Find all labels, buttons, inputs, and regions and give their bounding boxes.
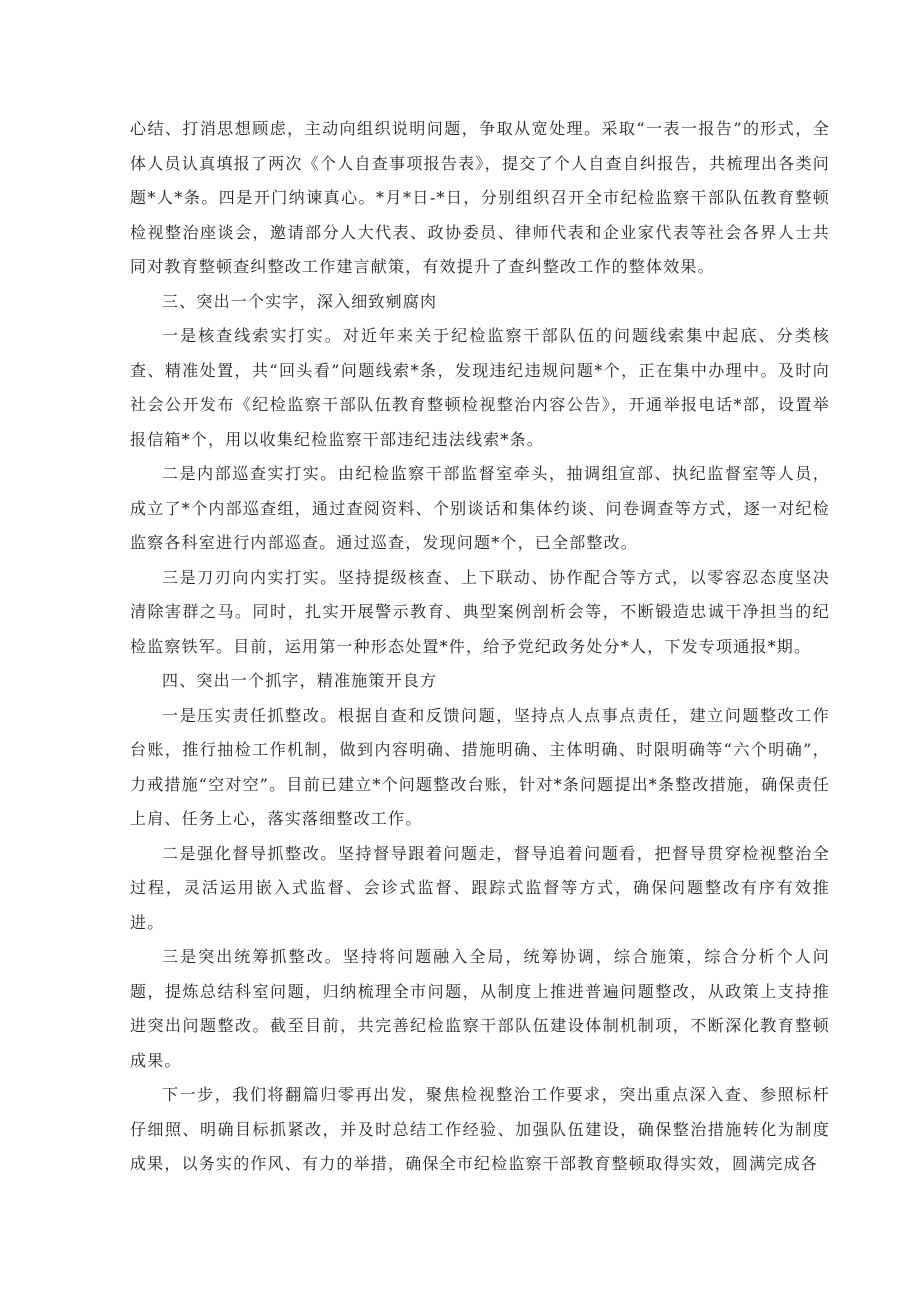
paragraph: 一是核查线索实打实。对近年来关于纪检监察干部队伍的问题线索集中起底、分类核查、精准处置，共“回头看”问题线索*条，发现违纪违规问题*个，正在集中办理中。及时向社会公开发布《纪检监察干部队伍教育整顿检视整治内容公告》，开通举报电话*部，设置举报信箱*个，用以收集纪检监察干部违纪违法线索*条。 (130, 326, 830, 449)
section-heading-four: 四、突出一个抓字，精准施策开良方 (162, 671, 438, 690)
document-body (130, 112, 830, 1182)
paragraph: 三是刀刃向内实打实。坚持提级核查、上下联动、协作配合等方式，以零容忍态度坚决清除害群之马。同时，扎实开展警示教育、典型案例剖析会等，不断锻造忠诚干净担当的纪检监察铁军。目前，运用第一种形态处置*件，给予党纪政务处分*人，下发专项通报*期。 (130, 567, 830, 656)
paragraph: 三是突出统筹抓整改。坚持将问题融入全局，统筹协调，综合施策，综合分析个人问题，提炼总结科室问题，归纳梳理全市问题，从制度上推进普遍问题整改，从政策上支持推进突出问题整改。截至目前，共完善纪检监察干部队伍建设体制机制项，不断深化教育整顿成果。 (130, 947, 830, 1070)
paragraph-next-steps: 下一步，我们将翻篇归零再出发，聚焦检视整治工作要求，突出重点深入查、参照标杆仔细照、明确目标抓紧改，并及时总结工作经验、加强队伍建设，确保整治措施转化为制度成果，以务实的作风、有力的举措，确保全市纪检监察干部教育整顿取得实效，圆满完成各 (130, 1085, 830, 1173)
paragraph: 二是强化督导抓整改。坚持督导跟着问题走，督导追着问题看，把督导贯穿检视整治全过程，灵活运用嵌入式监督、会诊式监督、跟踪式监督等方式，确保问题整改有序有效推进。 (130, 843, 830, 932)
paragraph: 一是压实责任抓整改。根据自查和反馈问题，坚持点人点事点责任，建立问题整改工作台账，推行抽检工作机制，做到内容明确、措施明确、主体明确、时限明确等“六个明确”，力戒措施“空对空”。目前已建立*个问题整改台账，针对*条问题提出*条整改措施，确保责任上肩、任务上心，落实落细整改工作。 (130, 705, 830, 828)
paragraph: 二是内部巡查实打实。由纪检监察干部监督室牵头，抽调组宣部、执纪监督室等人员，成立了*个内部巡查组，通过查阅资料、个别谈话和集体约谈、问卷调查等方式，逐一对纪检监察各科室进行内部巡查。通过巡查，发现问题*个，已全部整改。 (130, 464, 830, 552)
section-heading-three: 三、突出一个实字，深入细致剜腐肉 (162, 291, 438, 311)
paragraph-continuation: 心结、打消思想顾虑，主动向组织说明问题，争取从宽处理。采取“一表一报告”的形式，全体人员认真填报了两次《个人自查事项报告表》，提交了个人自查自纠报告，共梳理出各类问题*人*条。四是开门纳谏真心。*月*日-*日，分别组织召开全市纪检监察干部队伍教育整顿检视整治座谈会，邀请部分人大代表、政协委员、律师代表和企业家代表等社会各界人士共同对教育整顿查纠整改工作建言献策，有效提升了查纠整改工作的整体效果。 (130, 119, 830, 276)
